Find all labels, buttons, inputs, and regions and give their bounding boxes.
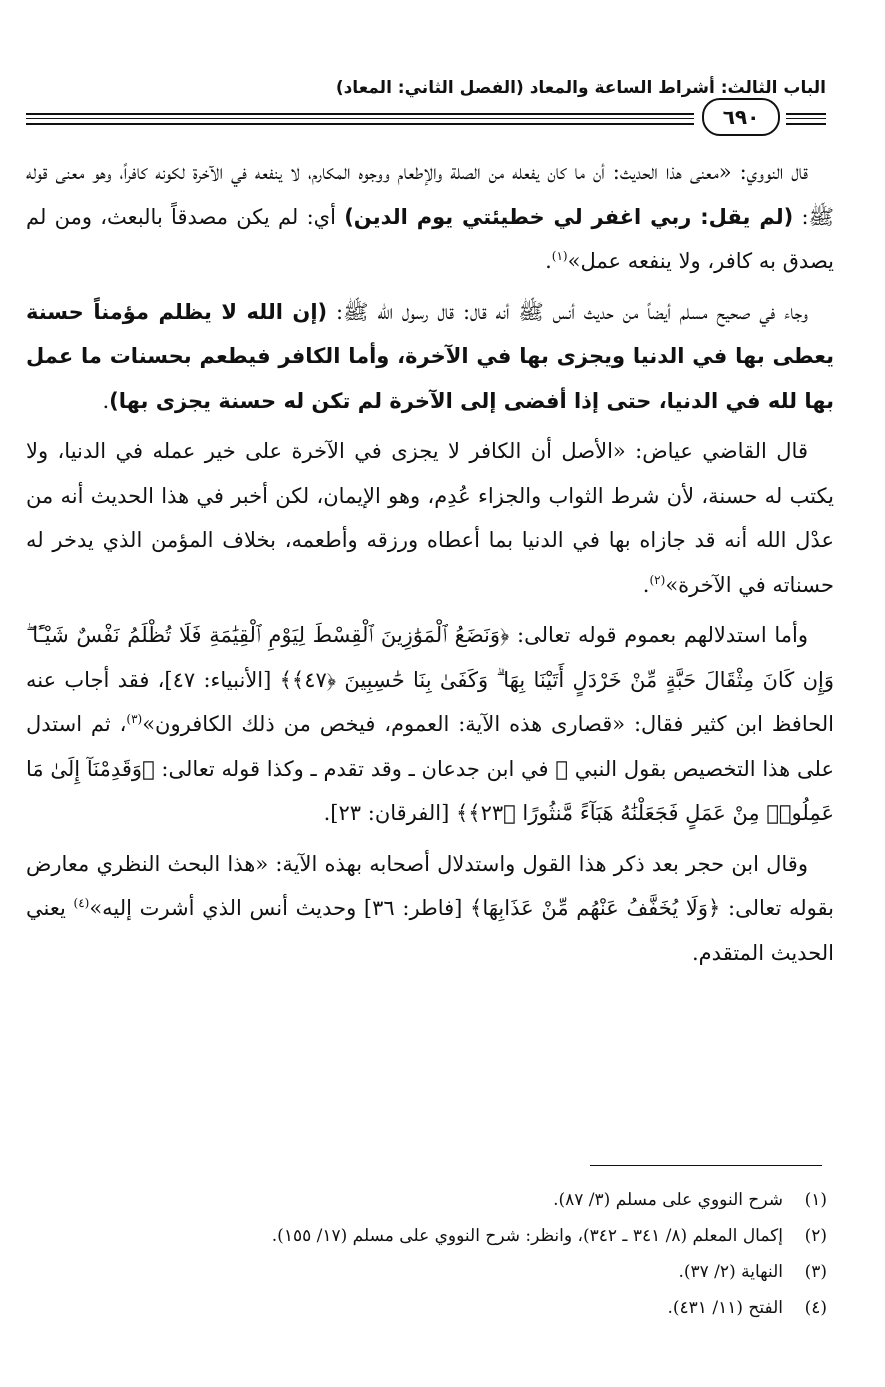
text-segment: يعني الحديث المتقدم. [26,896,834,965]
footnote-ref: (١) [551,249,568,263]
header-rule [26,113,694,115]
text-segment: . [642,572,650,597]
main-text [26,150,834,981]
footnote-ref: (٣) [126,712,143,726]
footnote-text: النهاية (٢/ ٣٧). [678,1262,783,1282]
text-segment: [فاطر: ٣٦] وحديث أنس الذي أشرت إليه» [89,896,471,920]
header-rule [786,123,826,125]
quran-verse: ﴿وَقَدِمْنَآ إِلَىٰ مَا عَمِلُوا۟ مِنْ عَمَلٍ فَجَعَلْنَٰهُ هَبَآءً مَّنثُورًا ﴿٢٣﴾﴾ [26,756,834,825]
header-rule [786,113,826,115]
text-segment: . [545,249,552,273]
text-segment: [الفرقان: ٢٣]. [323,801,456,825]
footnote-number: (٢) [804,1226,827,1246]
text-segment: أي: لم يكن مصدقاً بالبعث، ومن لم يصدق به كافر، ولا ينفعه عمل» [26,204,834,273]
footnote [67,1254,827,1290]
text-segment: وأما استدلالهم بعموم قوله تعالى: [509,623,808,647]
paragraph [26,150,834,284]
text-segment: قال النووي: «معنى هذا الحديث: أن ما كان يفعله من الصلة والإطعام ووجوه المكارم، لا ينفعه في الآخرة لكونه كافراً، وهو معنى قوله ﷺ: [26,160,834,229]
footnote-text: إكمال المعلم (٨/ ٣٤١ ـ ٣٤٢)، وانظر: شرح النووي على مسلم (١٧/ ١٥٥). [271,1226,783,1246]
footnote-number: (١) [804,1190,827,1210]
text-segment: وقال ابن حجر بعد ذكر هذا القول واستدلال أصحابه بهذه الآية: «هذا البحث النظري معارض بقوله تعالى: [26,851,834,920]
paragraph [26,613,834,836]
paragraph [26,842,834,976]
page-number: ٦٩٠ [702,98,780,136]
hadith-text: (إن الله لا يظلم مؤمناً حسنة يعطى بها في الدنيا ويجزى بها في الآخرة، وأما الكافر فيطعم بحسنات ما عمل بها لله في الدنيا، حتى إذا أفضى إلى الآخرة لم تكن له حسنة يجزى بها) [26,299,834,413]
quran-verse: ﴿وَلَا يُخَفَّفُ عَنْهُم مِّنْ عَذَابِهَا﴾ [470,896,721,920]
footnote-text: شرح النووي على مسلم (٣/ ٨٧). [553,1190,783,1210]
footnote-number: (٣) [804,1262,827,1282]
paragraph [26,290,834,424]
footnotes [67,1182,827,1326]
text-segment: قال القاضي عياض: «الأصل أن الكافر لا يجزى في الآخرة على خير عمله في الدنيا، ولا يكتب له حسنة، لأن شرط الثواب والجزاء عُدِم، وهو الإيمان، لكن أخبر في هذا الحديث أنه من عدْل الله أنه قد جازاه بها في الدنيا بما أعطاه ورزقه وأطعمه، بخلاف المؤمن الذي يدخر له حسناته في الآخرة» [26,439,834,597]
text-segment: وجاء في صحيح مسلم أيضاً من حديث أنس ﷺ أنه قال: قال رسول الله ﷺ: [327,299,808,324]
footnote [67,1182,827,1218]
text-segment: . [102,388,110,413]
text-segment: ، ثم استدل على هذا التخصيص بقول النبي ﷺ في ابن جدعان ـ وقد تقدم ـ وكذا قوله تعالى: [26,712,834,781]
footnote-text: الفتح (١١/ ٤٣١). [667,1298,783,1318]
running-title: الباب الثالث: أشراط الساعة والمعاد (الفصل الثاني: المعاد) [335,78,826,98]
header-rule [26,118,694,119]
text-segment: [الأنبياء: ٤٧]، فقد أجاب عنه الحافظ ابن كثير فقال: «قصارى هذه الآية: العموم، فيخص من ذلك الكافرون» [26,667,835,736]
header-rule [26,123,694,125]
footnote [67,1218,827,1254]
paragraph [26,429,834,607]
footnote-separator [590,1165,822,1166]
page-header [26,72,826,152]
footnote-ref: (٤) [73,896,90,910]
header-rule [786,118,826,119]
quran-verse: ﴿وَنَضَعُ ٱلْمَوَٰزِينَ ٱلْقِسْطَ لِيَوْمِ ٱلْقِيَٰمَةِ فَلَا تُظْلَمُ نَفْسٌ شَيْـًٔا ۖ وَإِن كَانَ مِثْقَالَ حَبَّةٍ مِّنْ خَرْدَلٍ أَتَيْنَا بِهَا ۗ وَكَفَىٰ بِنَا حَٰسِبِينَ ﴿٤٧﴾﴾ [26,623,834,692]
footnote-number: (٤) [804,1298,827,1318]
hadith-text: (لم يقل: ربي اغفر لي خطيئتي يوم الدين) [344,204,794,229]
footnote-ref: (٢) [649,572,666,587]
footnote [67,1290,827,1326]
